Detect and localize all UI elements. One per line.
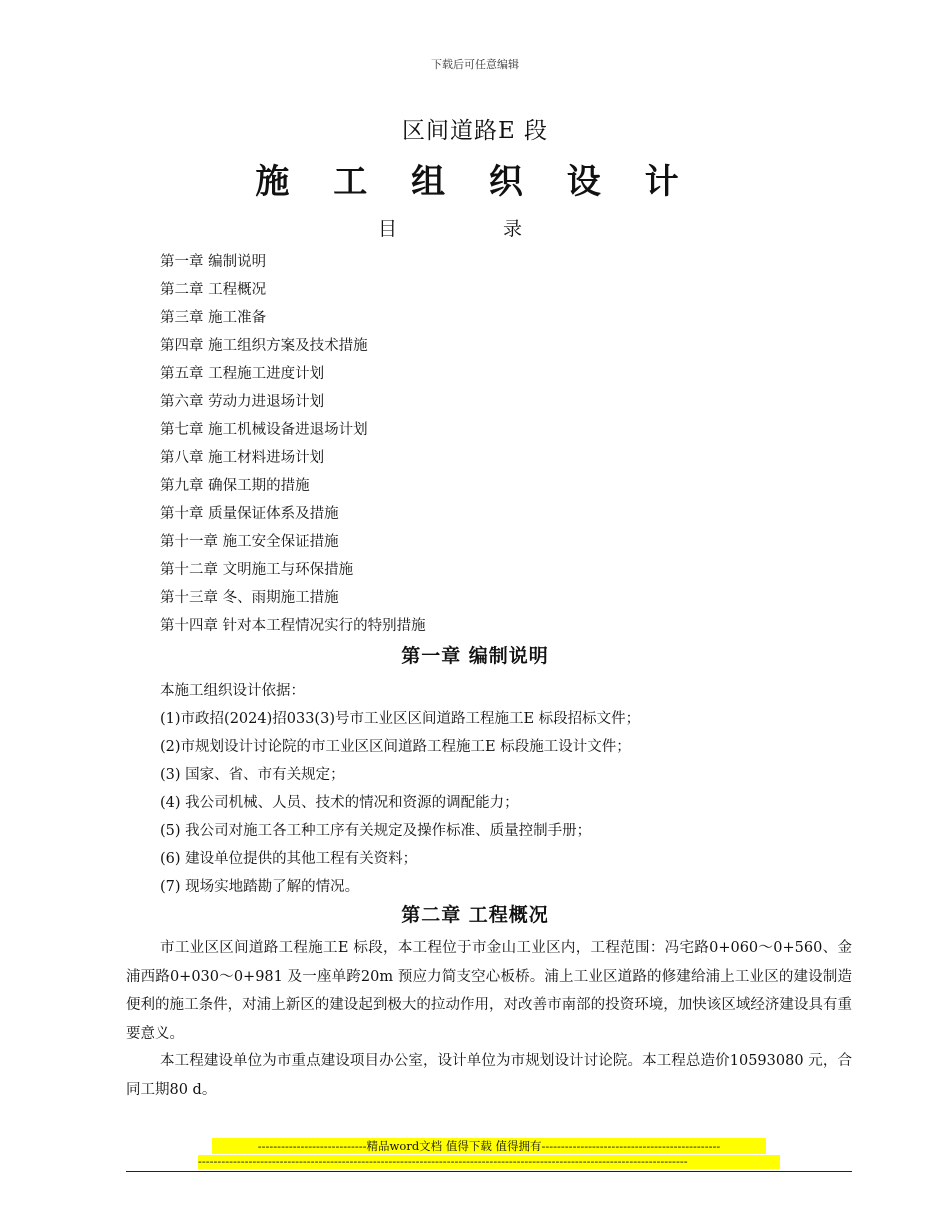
toc-item: 第一章 编制说明 <box>160 254 267 270</box>
toc-item: 第九章 确保工期的措施 <box>160 478 310 494</box>
chapter1-basis-list <box>160 677 640 901</box>
chapter2-paragraph: 本工程建设单位为市重点建设项目办公室，设计单位为市规划设计讨论院。本工程总造价10593080 元，合同工期80 d。 <box>126 1053 852 1098</box>
basis-item: (7) 现场实地踏勘了解的情况。 <box>160 879 360 895</box>
toc-item: 第八章 施工材料进场计划 <box>160 450 325 466</box>
header-note: 下载后可任意编辑 <box>431 58 519 71</box>
basis-item: 本施工组织设计依据： <box>160 683 305 699</box>
toc-item: 第三章 施工准备 <box>160 310 267 326</box>
toc-item: 第七章 施工机械设备进退场计划 <box>160 422 368 438</box>
chapter2-paragraph: 市工业区区间道路工程施工E 标段，本工程位于市金山工业区内，工程范围：冯宅路0+060～0+560、金浦西路0+030～0+981 及一座单跨20m 预应力简支空心板桥。浦上工业区道路的修建给浦上工业区的建设制造便利的施工条件，对浦上新区的建设起到极大的拉动作用，对改善市南部的投资环境，加快该区域经济建设具有重要意义。 <box>126 940 852 1042</box>
chapter2-title: 第二章 工程概况 <box>401 904 549 926</box>
document-title: 施 工 组 织 设 计 <box>255 162 695 202</box>
footer-banner-dashes: ------------------------------------------------------------------------------------------------------------------------------ <box>198 1155 780 1169</box>
toc-item: 第十一章 施工安全保证措施 <box>160 534 339 550</box>
document-subtitle: 区间道路E 段 <box>401 118 549 144</box>
basis-item: (4) 我公司机械、人员、技术的情况和资源的调配能力； <box>160 795 519 811</box>
toc-item: 第十三章 冬、雨期施工措施 <box>160 590 339 606</box>
toc-item: 第六章 劳动力进退场计划 <box>160 394 325 410</box>
toc-item: 第二章 工程概况 <box>160 282 267 298</box>
toc-item: 第四章 施工组织方案及技术措施 <box>160 338 368 354</box>
basis-item: (1)市政招(2024)招033(3)号市工业区区间道路工程施工E 标段招标文件； <box>160 711 641 727</box>
toc-heading: 目 录 <box>377 218 573 240</box>
toc-item: 第十章 质量保证体系及措施 <box>160 506 339 522</box>
chapter1-title: 第一章 编制说明 <box>401 645 549 667</box>
toc-item: 第十四章 针对本工程情况实行的特别措施 <box>160 618 426 634</box>
footer-divider <box>126 1171 852 1172</box>
table-of-contents <box>160 248 426 640</box>
footer-banner: ----------------------------精品word文档 值得下载 值得拥有---------------------------------------------- <box>212 1138 766 1154</box>
basis-item: (2)市规划设计讨论院的市工业区区间道路工程施工E 标段施工设计文件； <box>160 739 631 755</box>
basis-item: (6) 建设单位提供的其他工程有关资料； <box>160 851 418 867</box>
basis-item: (3) 国家、省、市有关规定； <box>160 767 345 783</box>
basis-item: (5) 我公司对施工各工种工序有关规定及操作标准、质量控制手册； <box>160 823 592 839</box>
toc-item: 第五章 工程施工进度计划 <box>160 366 325 382</box>
toc-item: 第十二章 文明施工与环保措施 <box>160 562 354 578</box>
